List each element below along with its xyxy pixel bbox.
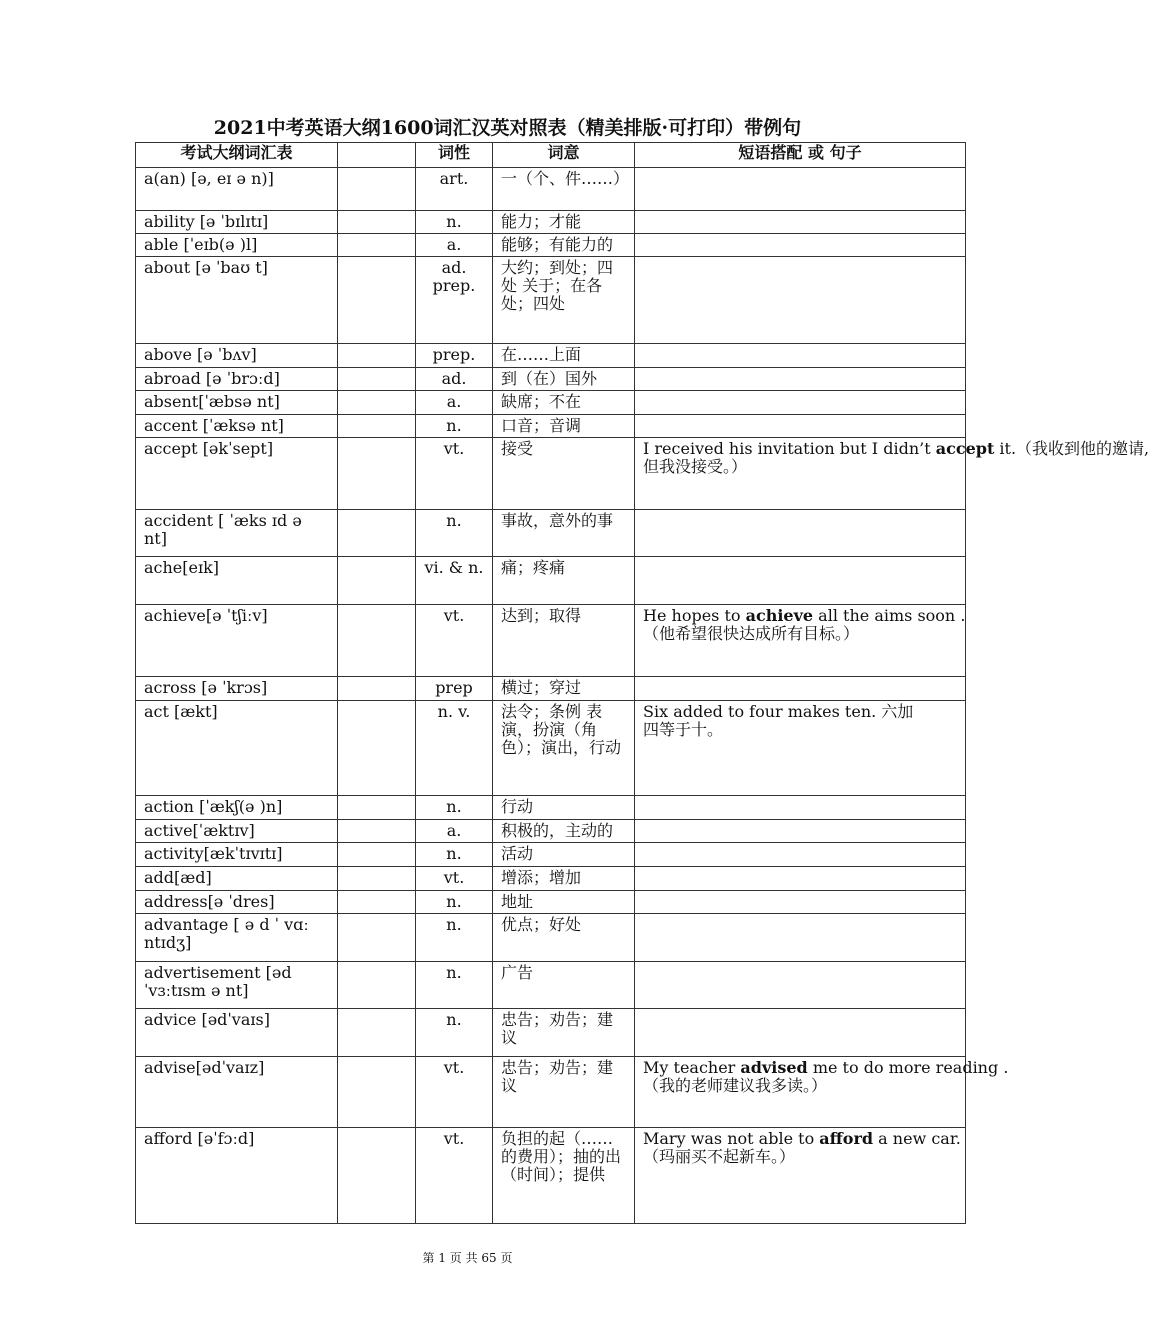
pos-cell: vt. (416, 605, 493, 677)
pos-cell: prep (416, 677, 493, 701)
pos-cell: n. (416, 914, 493, 962)
blank-cell (338, 344, 416, 368)
pos-cell: vt. (416, 1128, 493, 1224)
word-cell: a(an) [ə, eɪ ə n)] (136, 168, 338, 211)
example-text: I received his invitation but I didn’t (643, 439, 936, 458)
blank-cell (338, 438, 416, 510)
meaning-cell: 优点；好处 (493, 914, 635, 962)
pos-cell: n. (416, 415, 493, 438)
example-cell (635, 557, 966, 605)
example-cell (635, 914, 966, 962)
word-cell: act [ækt] (136, 701, 338, 796)
example-cell (635, 211, 966, 234)
example-cell (635, 415, 966, 438)
example-cell (635, 510, 966, 557)
example-translation: （玛丽买不起新车。） (643, 1147, 796, 1166)
word-cell: advantage [ ə d ˈ vɑː ntɪdʒ] (136, 914, 338, 962)
table-row (136, 962, 966, 1009)
example-cell (635, 438, 1149, 510)
example-cell (635, 867, 966, 891)
blank-cell (338, 557, 416, 605)
table-row (136, 391, 966, 415)
table-row (136, 415, 966, 438)
example-translation: （他希望很快达成所有目标。） (643, 624, 860, 643)
table-row (136, 168, 966, 211)
meaning-cell: 广告 (493, 962, 635, 1009)
table-row (136, 368, 966, 391)
blank-cell (338, 820, 416, 843)
blank-cell (338, 701, 416, 796)
table-row (136, 234, 966, 257)
example-sentence (643, 1058, 1009, 1077)
blank-cell (338, 796, 416, 820)
meaning-cell: 达到；取得 (493, 605, 635, 677)
pos-cell: n. (416, 891, 493, 914)
meaning-cell: 口音；音调 (493, 415, 635, 438)
word-cell: achieve[ə ˈtʃiːv] (136, 605, 338, 677)
meaning-cell: 横过；穿过 (493, 677, 635, 701)
table-row (136, 867, 966, 891)
blank-cell (338, 843, 416, 867)
example-cell (635, 677, 966, 701)
pos-cell: vt. (416, 867, 493, 891)
blank-cell (338, 1009, 416, 1057)
example-text: all the aims soon . (813, 606, 966, 625)
blank-cell (338, 867, 416, 891)
word-cell: add[æd] (136, 867, 338, 891)
table-row (136, 891, 966, 914)
example-cell (635, 168, 966, 211)
example-sentence (643, 439, 1149, 458)
pos-cell: a. (416, 820, 493, 843)
pos-cell: ad. prep. (416, 257, 493, 344)
meaning-cell: 事故，意外的事 (493, 510, 635, 557)
example-keyword: afford (819, 1129, 874, 1148)
meaning-cell: 行动 (493, 796, 635, 820)
meaning-cell: 活动 (493, 843, 635, 867)
pos-cell: n. (416, 510, 493, 557)
word-cell: across [ə ˈkrɔs] (136, 677, 338, 701)
pos-cell: n. v. (416, 701, 493, 796)
blank-cell (338, 211, 416, 234)
example-cell (635, 234, 966, 257)
word-cell: accident [ ˈæks ɪd ə nt] (136, 510, 338, 557)
table-row (136, 1009, 966, 1057)
example-keyword: accept (935, 439, 995, 458)
pos-cell: n. (416, 843, 493, 867)
vocabulary-table (135, 142, 1149, 1224)
example-translation: 但我没接受。） (643, 457, 748, 476)
meaning-cell: 增添；增加 (493, 867, 635, 891)
page-footer: 第 1 页 共 65 页 (422, 1251, 513, 1265)
word-cell: action [ˈækʃ(ə )n] (136, 796, 338, 820)
document-title: 2021中考英语大纲1600词汇汉英对照表（精美排版·可打印）带例句 (213, 117, 802, 139)
example-cell (635, 796, 966, 820)
example-text: it.（我收到他的邀请, (994, 439, 1149, 458)
meaning-cell: 到（在）国外 (493, 368, 635, 391)
word-cell: accept [əkˈsept] (136, 438, 338, 510)
header-pos: 词性 (416, 143, 493, 168)
word-cell: about [ə ˈbaʊ t] (136, 257, 338, 344)
blank-cell (338, 168, 416, 211)
pos-cell: vt. (416, 438, 493, 510)
blank-cell (338, 962, 416, 1009)
table-row (136, 796, 966, 820)
blank-cell (338, 391, 416, 415)
meaning-cell: 能力；才能 (493, 211, 635, 234)
blank-cell (338, 1128, 416, 1224)
meaning-cell: 痛；疼痛 (493, 557, 635, 605)
meaning-cell: 在……上面 (493, 344, 635, 368)
example-text: My teacher (643, 1058, 741, 1077)
blank-cell (338, 257, 416, 344)
blank-cell (338, 415, 416, 438)
meaning-cell: 忠告；劝告；建议 (493, 1009, 635, 1057)
example-cell (635, 891, 966, 914)
word-cell: ability [ə ˈbɪlɪtɪ] (136, 211, 338, 234)
example-cell (635, 605, 966, 677)
example-translation: 四等于十。 (643, 720, 724, 739)
example-cell (635, 257, 966, 344)
blank-cell (338, 1057, 416, 1128)
table-row (136, 820, 966, 843)
header-word: 考试大纲词汇表 (136, 143, 338, 168)
example-sentence (643, 606, 966, 625)
pos-cell: a. (416, 391, 493, 415)
example-text: a new car. (873, 1129, 961, 1148)
table-row (136, 677, 966, 701)
table-row (136, 211, 966, 234)
example-keyword: achieve (745, 606, 814, 625)
word-cell: advice [ədˈvaɪs] (136, 1009, 338, 1057)
word-cell: abroad [ə ˈbrɔːd] (136, 368, 338, 391)
header-blank (338, 143, 416, 168)
blank-cell (338, 368, 416, 391)
meaning-cell: 地址 (493, 891, 635, 914)
word-cell: above [ə ˈbʌv] (136, 344, 338, 368)
example-text: Six added to four makes ten. 六加 (643, 702, 914, 721)
word-cell: advertisement [ədˈvɜːtɪsm ə nt] (136, 962, 338, 1009)
meaning-cell: 接受 (493, 438, 635, 510)
pos-cell: vi. & n. (416, 557, 493, 605)
example-cell (635, 701, 966, 796)
meaning-cell: 能够；有能力的 (493, 234, 635, 257)
table-row (136, 843, 966, 867)
example-cell (635, 820, 966, 843)
pos-cell: n. (416, 211, 493, 234)
table-header-row (136, 143, 966, 168)
header-example: 短语搭配 或 句子 (635, 143, 966, 168)
table-body (136, 168, 1149, 1224)
example-cell (635, 1057, 1009, 1128)
example-cell (635, 843, 966, 867)
blank-cell (338, 234, 416, 257)
pos-cell: ad. (416, 368, 493, 391)
meaning-cell: 忠告；劝告；建议 (493, 1057, 635, 1128)
meaning-cell: 缺席；不在 (493, 391, 635, 415)
pos-cell: a. (416, 234, 493, 257)
table-row (136, 344, 966, 368)
table-row (136, 1057, 966, 1128)
meaning-cell: 大约；到处；四处 关于；在各处；四处 (493, 257, 635, 344)
meaning-cell: 负担的起（……的费用）；抽的出（时间）；提供 (493, 1128, 635, 1224)
example-cell (635, 1009, 966, 1057)
meaning-cell: 一（个、件……） (493, 168, 635, 211)
pos-cell: n. (416, 796, 493, 820)
pos-cell: vt. (416, 1057, 493, 1128)
word-cell: activity[ækˈtɪvɪtɪ] (136, 843, 338, 867)
example-text: He hopes to (643, 606, 746, 625)
pos-cell: n. (416, 962, 493, 1009)
word-cell: address[ə ˈdres] (136, 891, 338, 914)
example-translation: （我的老师建议我多读。） (643, 1076, 828, 1095)
word-cell: advise[ədˈvaɪz] (136, 1057, 338, 1128)
example-cell (635, 391, 966, 415)
meaning-cell: 法令；条例 表演，扮演（角色）；演出，行动 (493, 701, 635, 796)
blank-cell (338, 605, 416, 677)
example-text: me to do more reading . (807, 1058, 1009, 1077)
pos-cell: prep. (416, 344, 493, 368)
blank-cell (338, 510, 416, 557)
blank-cell (338, 891, 416, 914)
word-cell: able [ˈeɪb(ə )l] (136, 234, 338, 257)
table-row (136, 510, 966, 557)
example-cell (635, 368, 966, 391)
word-cell: accent [ˈæksə nt] (136, 415, 338, 438)
blank-cell (338, 677, 416, 701)
example-cell (635, 1128, 966, 1224)
table-row (136, 914, 966, 962)
word-cell: active[ˈæktɪv] (136, 820, 338, 843)
pos-cell: art. (416, 168, 493, 211)
word-cell: absent[ˈæbsə nt] (136, 391, 338, 415)
header-meaning: 词意 (493, 143, 635, 168)
table-row (136, 701, 966, 796)
example-sentence (643, 1129, 961, 1148)
example-keyword: advised (740, 1058, 808, 1077)
example-sentence (643, 703, 957, 721)
pos-cell: n. (416, 1009, 493, 1057)
word-cell: ache[eɪk] (136, 557, 338, 605)
example-cell (635, 344, 966, 368)
table-row (136, 438, 966, 510)
table-row (136, 1128, 966, 1224)
blank-cell (338, 914, 416, 962)
table-row (136, 605, 966, 677)
word-cell: afford [əˈfɔːd] (136, 1128, 338, 1224)
meaning-cell: 积极的，主动的 (493, 820, 635, 843)
example-cell (635, 962, 966, 1009)
example-text: Mary was not able to (643, 1129, 820, 1148)
table-row (136, 557, 966, 605)
table-row (136, 257, 966, 344)
